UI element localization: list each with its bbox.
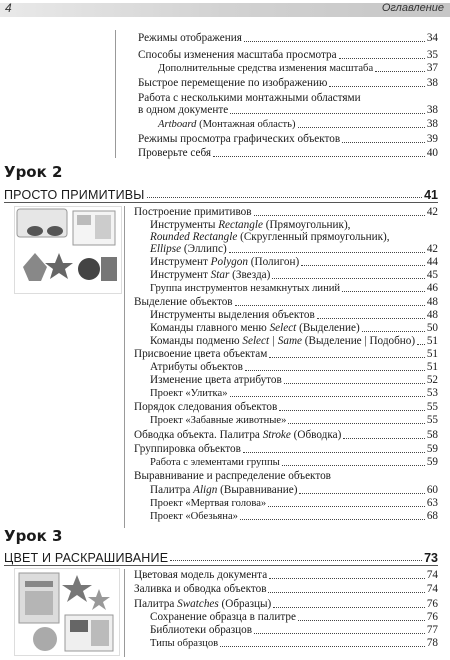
toc-entry-line: Rounded Rectangle (Скругленный прямоугольник),: [150, 231, 390, 243]
page-header: [0, 0, 450, 22]
toc-entry[interactable]: Работа с элементами группы 59: [150, 456, 438, 468]
toc-entry[interactable]: Цветовая модель документа 74: [134, 569, 438, 581]
toc-entry[interactable]: Группа инструментов незамкнутых линий 46: [150, 282, 438, 294]
toc-entry[interactable]: Изменение цвета атрибутов 52: [150, 374, 438, 386]
toc-entry[interactable]: Атрибуты объектов 51: [150, 361, 438, 373]
toc-entry[interactable]: Типы образцов 78: [150, 637, 438, 649]
toc-entry[interactable]: Способы изменения масштаба просмотра 35: [138, 49, 438, 61]
toc-entry-line: Инструменты Rectangle (Прямоугольник),: [150, 219, 351, 231]
toc-entry[interactable]: в одном документе 38: [138, 104, 438, 116]
toc-entry[interactable]: Порядок следования объектов 55: [134, 401, 438, 413]
lesson-3-section-heading[interactable]: ЦВЕТ И РАСКРАШИВАНИЕ 73: [4, 548, 438, 566]
toc-entry[interactable]: Выравнивание и распределение объектов: [134, 470, 331, 482]
toc-entry[interactable]: Инструмент Polygon (Полигон) 44: [150, 256, 438, 268]
toc-entry[interactable]: Команды главного меню Select (Выделение) 50: [150, 322, 438, 334]
toc-entry[interactable]: Библиотеки образцов 77: [150, 624, 438, 636]
toc-entry[interactable]: Инструмент Star (Звезда) 45: [150, 269, 438, 281]
toc-entry[interactable]: Сохранение образца в палитре 76: [150, 611, 438, 623]
lesson-3-title: Урок 3: [4, 527, 63, 545]
toc-entry[interactable]: Команды подменю Select | Same (Выделение | Подобно) 51: [150, 335, 438, 347]
lesson-2-section-heading[interactable]: ПРОСТО ПРИМИТИВЫ 41: [4, 185, 438, 203]
color-illustration-icon: [15, 569, 119, 655]
toc-vertical-rule: [115, 30, 116, 158]
toc-entry[interactable]: Палитра Swatches (Образцы) 76: [134, 598, 438, 610]
toc-entry[interactable]: Инструменты выделения объектов 48: [150, 309, 438, 321]
toc-entry[interactable]: Быстрое перемещение по изображению 38: [138, 77, 438, 89]
toc-entry[interactable]: Ellipse (Эллипс) 42: [150, 243, 438, 255]
toc-entry[interactable]: Artboard (Монтажная область) 38: [158, 118, 438, 130]
header-title: Оглавление: [381, 2, 444, 14]
toc-entry[interactable]: Проект «Улитка» 53: [150, 387, 438, 399]
toc-entry[interactable]: Выделение объектов 48: [134, 296, 438, 308]
toc-entry[interactable]: Присвоение цвета объектам 51: [134, 348, 438, 360]
toc-entry[interactable]: Группировка объектов 59: [134, 443, 438, 455]
toc-entry[interactable]: Режимы отображения 34: [138, 32, 438, 44]
toc-entry[interactable]: Проверьте себя 40: [138, 147, 438, 159]
toc-entry[interactable]: Заливка и обводка объектов 74: [134, 583, 438, 595]
toc-entry[interactable]: Проект «Мертвая голова» 63: [150, 497, 438, 509]
lesson-2-illustration: [14, 206, 122, 294]
toc-entry[interactable]: Обводка объекта. Палитра Stroke (Обводка) 58: [134, 429, 438, 441]
toc-entry[interactable]: Дополнительные средства изменения масштаба 37: [158, 62, 438, 74]
toc-entry-line: Работа с несколькими монтажными областями: [138, 92, 361, 104]
lesson-3-illustration: [14, 568, 120, 656]
toc-entry[interactable]: Режимы просмотра графических объектов 39: [138, 133, 438, 145]
page-number: 4: [5, 1, 12, 15]
primitives-illustration-icon: [15, 207, 121, 293]
toc-entry[interactable]: Проект «Обезьяна» 68: [150, 510, 438, 522]
toc-vertical-rule: [124, 569, 125, 657]
toc-entry[interactable]: Построение примитивов 42: [134, 206, 438, 218]
toc-vertical-rule: [124, 206, 125, 528]
toc-entry[interactable]: Палитра Align (Выравнивание) 60: [150, 484, 438, 496]
lesson-2-title: Урок 2: [4, 163, 63, 181]
toc-entry[interactable]: Проект «Забавные животные» 55: [150, 414, 438, 426]
